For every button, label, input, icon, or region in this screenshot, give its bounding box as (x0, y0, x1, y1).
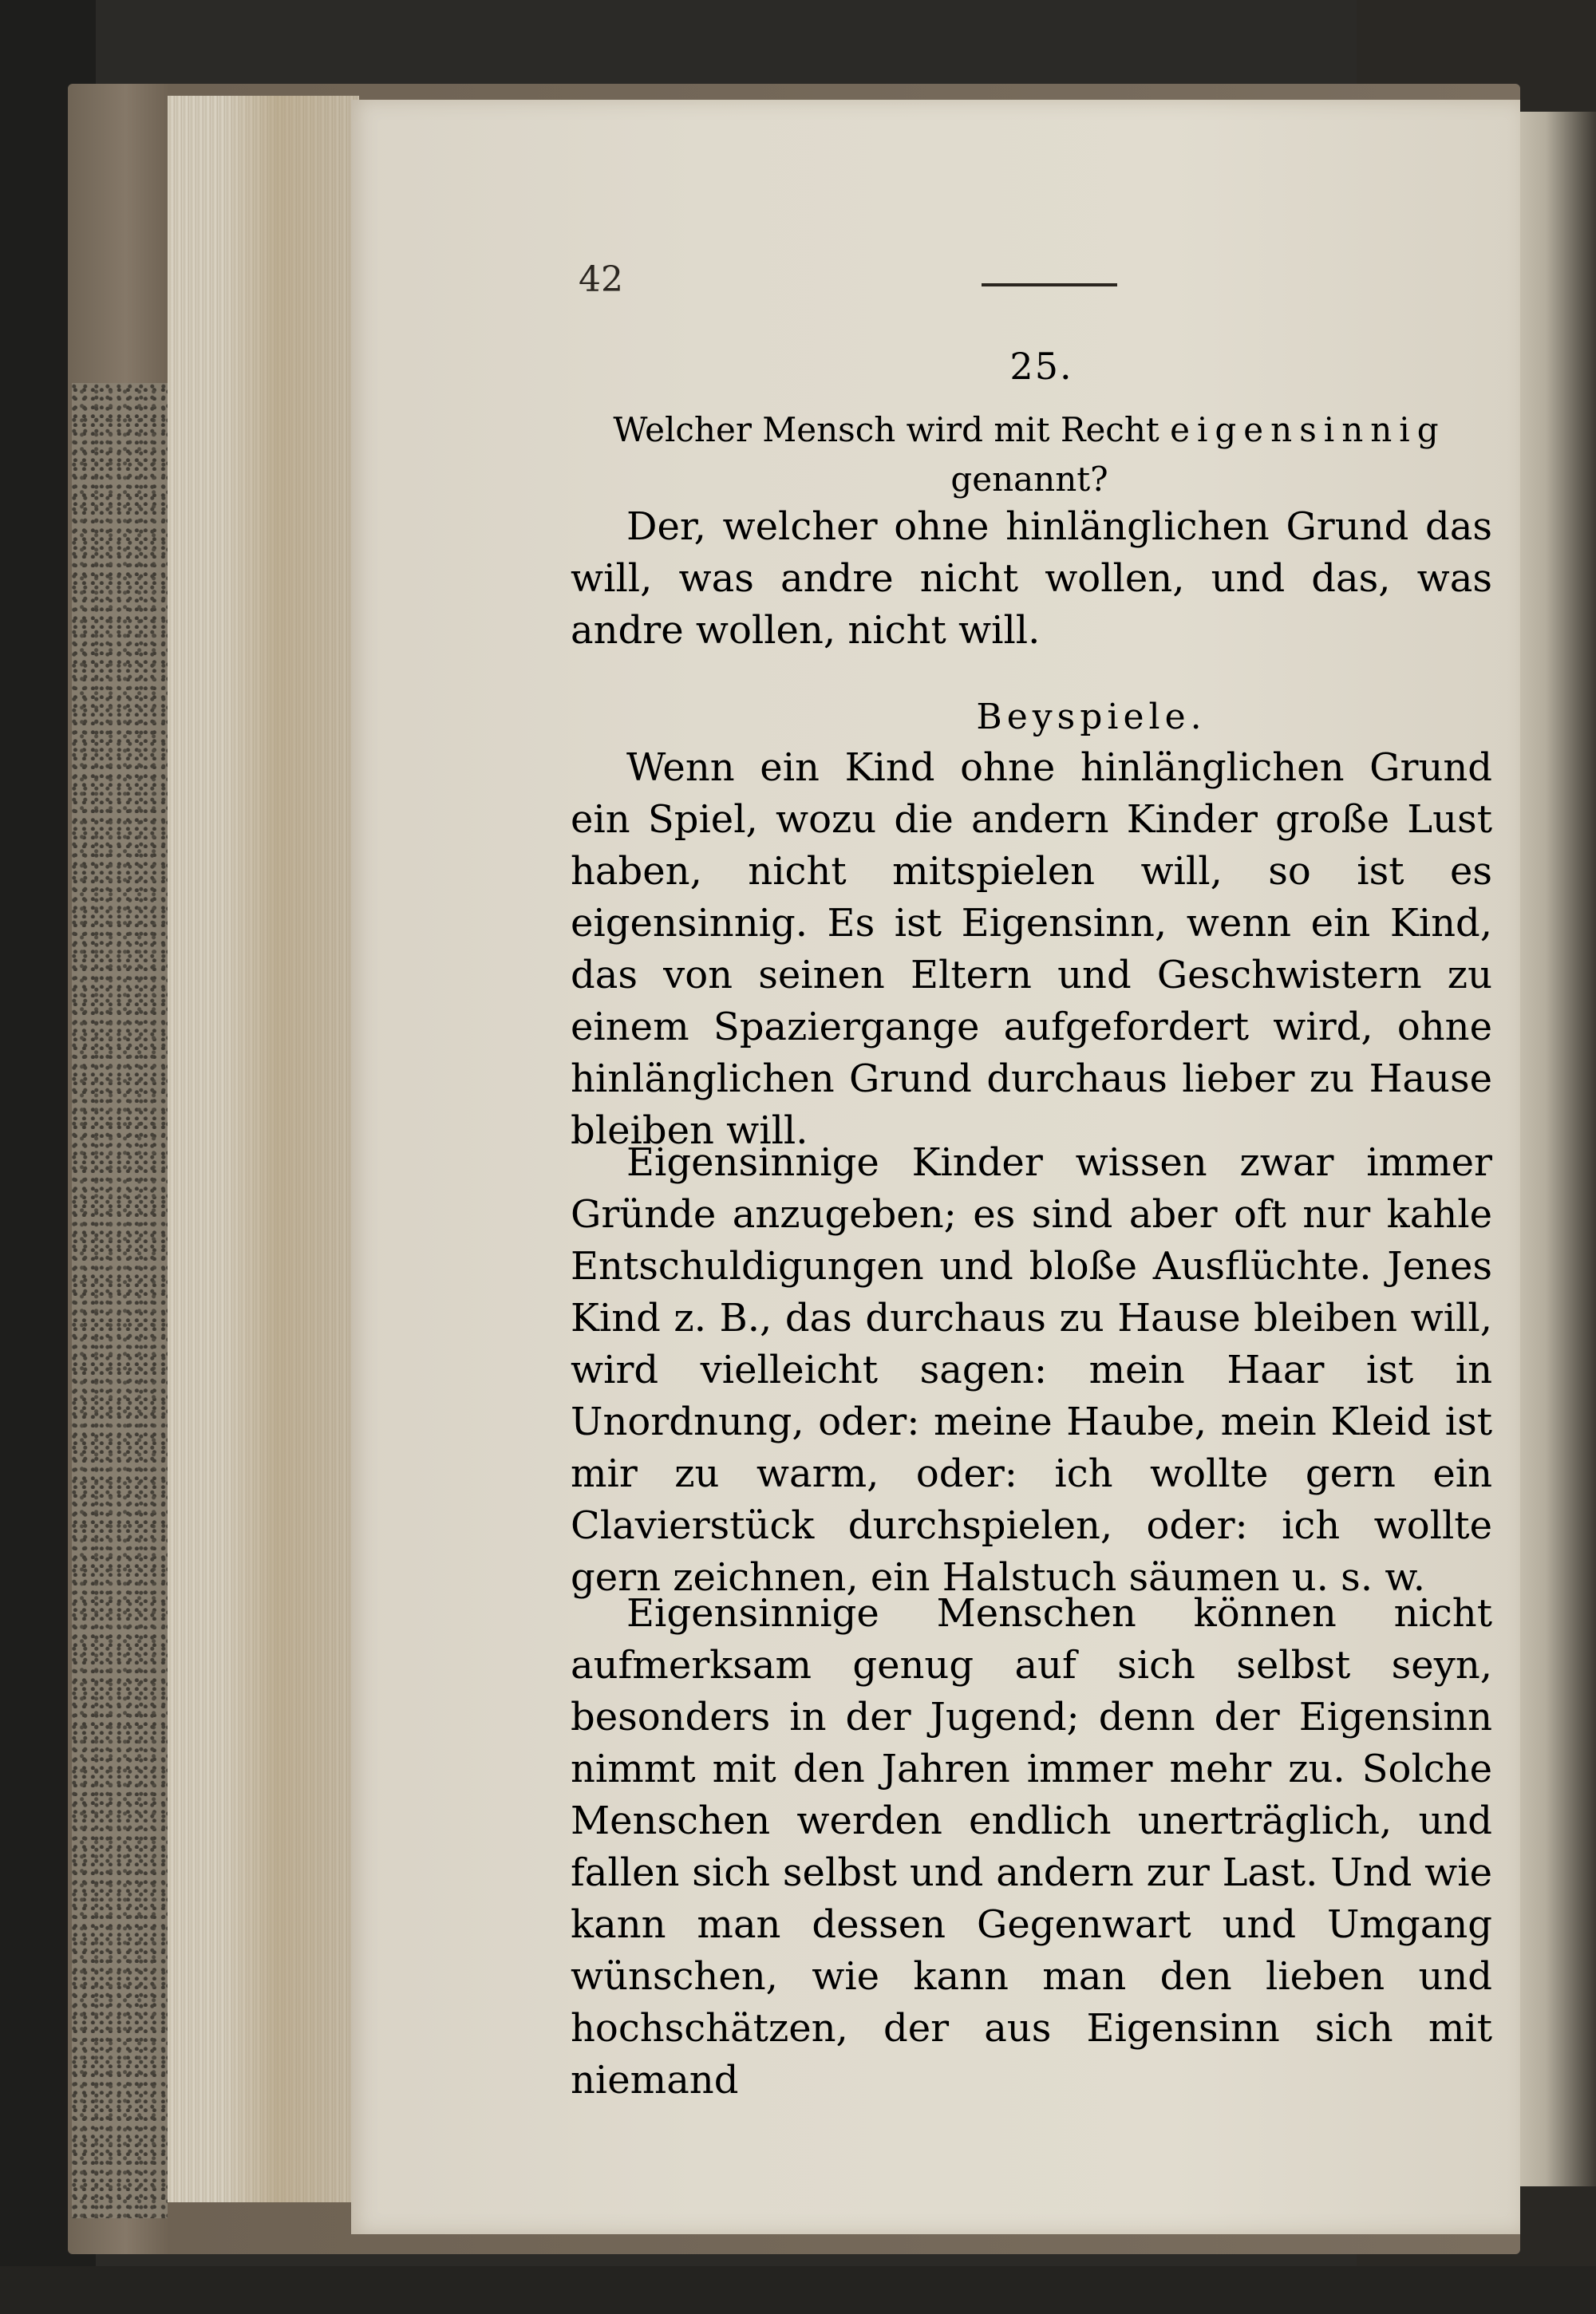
page-number: 42 (579, 259, 623, 300)
paragraph: Eigensinnige Menschen können nicht aufmerksam genug auf sich selbst seyn, besonders in der Jugend; denn der Eigensinn nimmt mit den Jahren immer mehr zu. Solche Menschen werden endlich unerträglich, und fallen sich selbst und andern zur Last. Und wie kann man dessen Gegenwart und Umgang wünschen, wie kann man den lieben und hochschätzen, der aus Eigensinn sich mit niemand (571, 1591, 1492, 2103)
header-rule (982, 283, 1117, 286)
examples-heading: Beyspiele. (976, 697, 1207, 737)
facing-page-edge (1512, 112, 1596, 2186)
page-stack-shadow (223, 96, 359, 2202)
section-number: 25. (1009, 345, 1073, 388)
paragraph: Eigensinnige Kinder wissen zwar immer Gründe anzugeben; es sind aber oft nur kahle Entschuldigungen und bloße Ausflüchte. Jenes Kind z. B., das durchaus zu Hause bleiben will, wird vielleicht sagen: mein Haar ist in Unordnung, oder: meine Haube, mein Kleid ist mir zu warm, oder: ich wollte gern ein Clavierstück durchspielen, oder: ich wollte gern zeichnen, ein Halstuch säumen u. s. w. (571, 1140, 1492, 1600)
question-text: Welcher Mensch wird mit Recht (613, 410, 1159, 449)
paragraph: Wenn ein Kind ohne hinlänglichen Grund ein Spiel, wozu die andern Kinder große Lust haben, nicht mitspielen will, so ist es eigensinnig. Es ist Eigensinn, wenn ein Kind, das von seinen Eltern und Geschwistern zu einem Spaziergange aufgefordert wird, ohne hinlänglichen Grund durchaus lieber zu Hause bleiben will. (571, 745, 1492, 1153)
background-bottom (0, 2266, 1596, 2314)
answer-paragraph: Der, welcher ohne hinlänglichen Grund das will, was andre nicht wollen, und das, was andre wollen, nicht will. (571, 504, 1492, 653)
marbled-cover-edge (72, 383, 168, 2218)
question-heading (571, 405, 1488, 504)
question-emphasis: eigensinnig (1170, 410, 1446, 449)
question-text-end: genannt? (950, 460, 1108, 499)
